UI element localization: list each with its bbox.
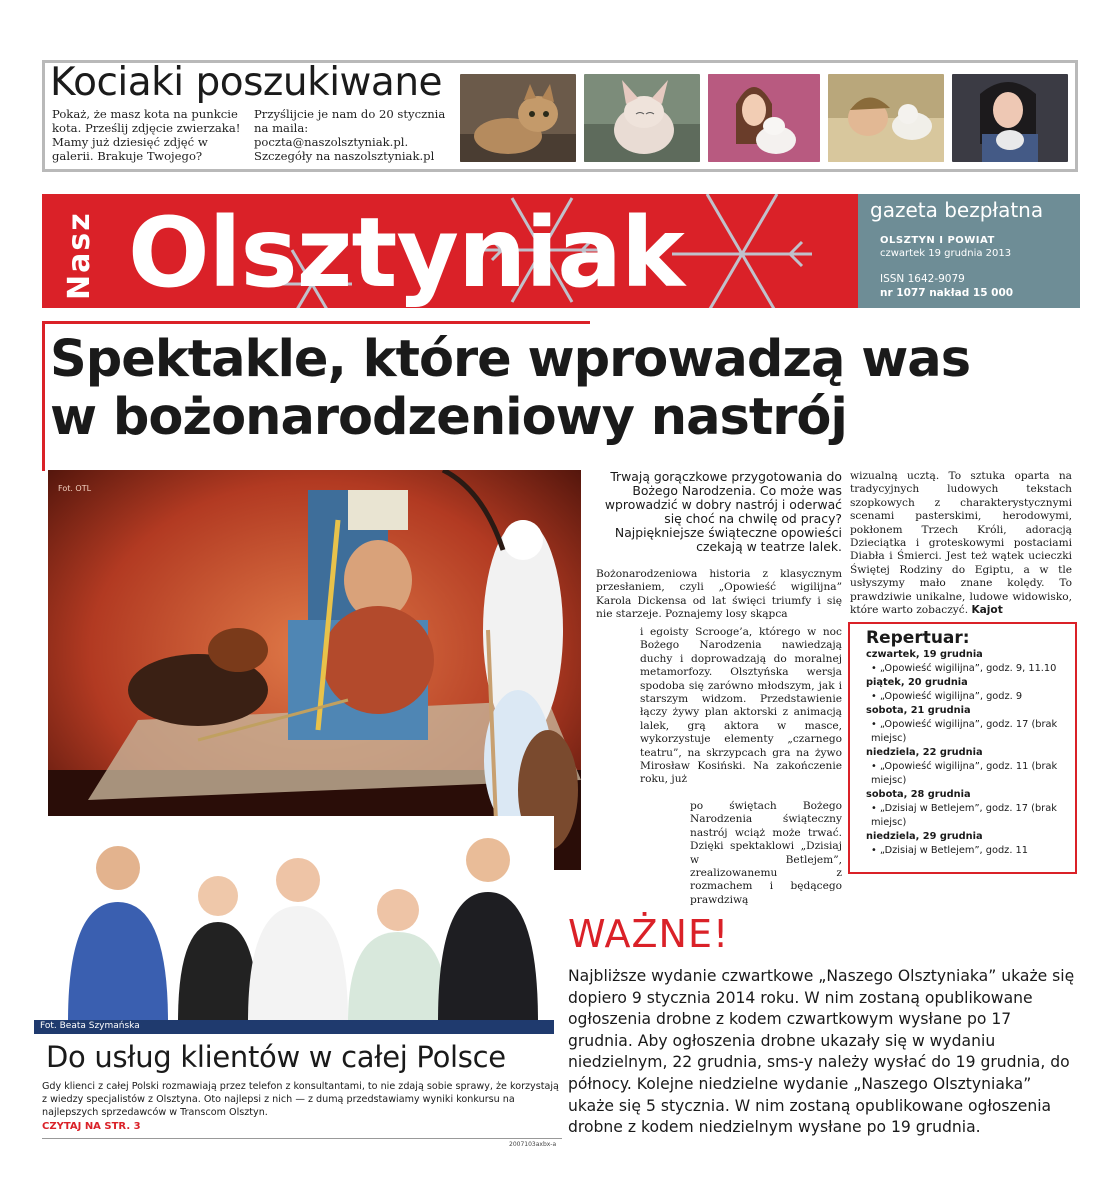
cats-text-col1: Pokaż, że masz kota na punkcie kota. Prześlij zdjęcie zwierzaka! Mamy już dziesięć zdjęć w galerii. Brakuje Twojego?: [52, 107, 241, 163]
article-author: Kajot: [971, 604, 1003, 617]
repertuar-entry: [866, 830, 1071, 858]
repertuar-show: • „Opowieść wigilijna”, godz. 9: [871, 691, 1023, 702]
masthead-date: czwartek 19 grudnia 2013: [880, 248, 1012, 259]
bottom-divider: [42, 1138, 562, 1139]
cat-photo-4[interactable]: [828, 74, 944, 162]
headline-rule-left: [42, 321, 45, 471]
cat-photo-1[interactable]: [460, 74, 576, 162]
repertuar-show: • „Opowieść wigilijna”, godz. 9, 11.10: [871, 663, 1057, 674]
headline-rule-top: [42, 321, 590, 324]
masthead-free-label: gazeta bezpłatna: [870, 198, 1044, 222]
cat-photo-4-image: [828, 74, 944, 162]
consultants-title[interactable]: Do usług klientów w całej Polsce: [46, 1040, 506, 1074]
consultants-photo-credit: Fot. Beata Szymańska: [40, 1021, 140, 1031]
cat-photo-1-image: [460, 74, 576, 162]
consultants-text: Gdy klienci z całej Polski rozmawiają przez telefon z konsultantami, to nie zdają sobie sprawy, że korzystają z wiedzy specjalistów z Olsztyna. Oto najlepsi z nich — z dumą przedstawiamy wyniki konkursu na najlepszych sprzedawców w Transcom Olsztyn.: [42, 1081, 559, 1118]
important-text: Najbliższe wydanie czwartkowe „Naszego Olsztyniaka” ukaże się dopiero 9 stycznia 2014 roku. W nim zostaną opublikowane ogłoszenia drobne z kodem czwartkowym wysłane po 17 grudnia. Aby ogłoszenia drobne ukazały się w wydaniu niedzielnym, 22 grudnia, sms-y należy wysłać do 19 grudnia, do północy. Kolejne niedzielne wydanie „Naszego Olsztyniaka” ukaże się 5 stycznia. W nim zostaną opublikowane ogłoszenia drobne z kodem niedzielnym wysłane po 19 grudnia.: [568, 967, 1075, 1137]
cat-photo-3-image: [708, 74, 820, 162]
repertuar-entry: [866, 676, 1071, 704]
article-body-3: [850, 470, 1072, 617]
repertuar-show: • „Opowieść wigilijna”, godz. 17 (brak miejsc): [871, 719, 1058, 744]
article-body-2b: po świętach Bożego Narodzenia świąteczny nastrój wciąż może trwać. Dzięki spektaklowi „Dzisiaj w Betlejem”, zrealizowanemu z rozmachem i będącego prawdziwą: [690, 800, 842, 906]
read-more-link[interactable]: CZYTAJ NA STR. 3: [42, 1121, 141, 1132]
repertuar-day: niedziela, 29 grudnia: [866, 831, 983, 842]
article-body-1: Bożonarodzeniowa historia z klasycznym przesłaniem, czyli „Opowieść wigilijna” Karola Dickensa od lat święci triumfy i się nie starzeje. Poznajemy losy skąpca: [596, 568, 842, 621]
article-body-2a: i egoisty Scrooge’a, którego w noc Bożego Narodzenia nawiedzają duchy i doprowadzają do moralnej metamorfozy. Olsztyńska wersja spodoba się zarówno młodszym, jak i starszym widzom. Przedstawienie łączy żywy plan aktorski z animacją lalek, grą aktora w masce, wykorzystuje elementy „czarnego teatru”, na skrzypcach gra na żywo Mirosław Kosiński. Na zakończenie roku, już: [640, 626, 842, 786]
cat-photo-5[interactable]: [952, 74, 1068, 162]
repertuar-day: sobota, 21 grudnia: [866, 705, 971, 716]
masthead-issn: ISSN 1642-9079: [880, 273, 965, 285]
repertuar-show: • „Opowieść wigilijna”, godz. 11 (brak miejsc): [871, 761, 1058, 786]
consultants-photo-image: [48, 816, 554, 1022]
masthead-issue: nr 1077 nakład 15 000: [880, 287, 1014, 299]
cat-photo-2-image: [584, 74, 700, 162]
repertuar-day: sobota, 28 grudnia: [866, 789, 971, 800]
repertuar-entry: [866, 648, 1071, 676]
repertuar-day: niedziela, 22 grudnia: [866, 747, 983, 758]
important-title: WAŻNE!: [568, 912, 730, 956]
consultants-photo[interactable]: [48, 816, 554, 1022]
masthead-nasz: Nasz: [62, 211, 97, 301]
repertuar-entry: [866, 788, 1071, 830]
cat-photo-3[interactable]: [708, 74, 820, 162]
repertuar-day: czwartek, 19 grudnia: [866, 649, 983, 660]
cats-title: Kociaki poszukiwane: [50, 60, 443, 105]
repertuar-title: Repertuar:: [866, 628, 970, 648]
article-body-3-text: wizualną ucztą. To sztuka oparta na tradycyjnych ludowych tekstach szopkowych z charakterystycznymi scenami pasterskimi, herodowymi, pokłonem Trzech Króli, adoracją Dzieciątka i groteskowymi postaciami Diabła i Śmierci. Jest też wątek ucieczki Świętej Rodziny do Egiptu, a w tle usłyszymy mało znane kolędy. To prawdziwie unikalne, ludowe widowisko, które warto zobaczyć.: [850, 470, 1072, 617]
repertuar-day: piątek, 20 grudnia: [866, 677, 968, 688]
masthead-region: OLSZTYN I POWIAT: [880, 235, 995, 246]
theatre-photo[interactable]: [48, 470, 581, 870]
main-headline[interactable]: Spektakle, które wprowadzą was w bożonarodzeniowy nastrój: [50, 330, 971, 447]
article-lead: Trwają gorączkowe przygotowania do Bożego Narodzenia. Co może was wprowadzić w dobry nastrój i oderwać się choć na chwilę od pracy? Najpiękniejsze świąteczne opowieści czekają w teatrze lalek.: [604, 469, 842, 554]
masthead-logo[interactable]: Olsztyniak: [128, 197, 684, 309]
theatre-photo-image: [48, 470, 581, 870]
cat-photo-5-image: [952, 74, 1068, 162]
repertuar-entry: [866, 746, 1071, 788]
cat-photo-2[interactable]: [584, 74, 700, 162]
repertuar-list: [866, 648, 1071, 858]
repertuar-show: • „Dzisiaj w Betlejem”, godz. 17 (brak miejsc): [871, 803, 1057, 828]
cats-text-col2: Przyślijcie je nam do 20 stycznia na maila: poczta@naszolsztyniak.pl. Szczegóły na naszolsztyniak.pl: [254, 107, 446, 163]
repertuar-show: • „Dzisiaj w Betlejem”, godz. 11: [871, 845, 1029, 856]
ad-code: 2007103axbx-a: [509, 1141, 557, 1148]
repertuar-entry: [866, 704, 1071, 746]
theatre-photo-credit: Fot. OTL: [58, 484, 92, 493]
